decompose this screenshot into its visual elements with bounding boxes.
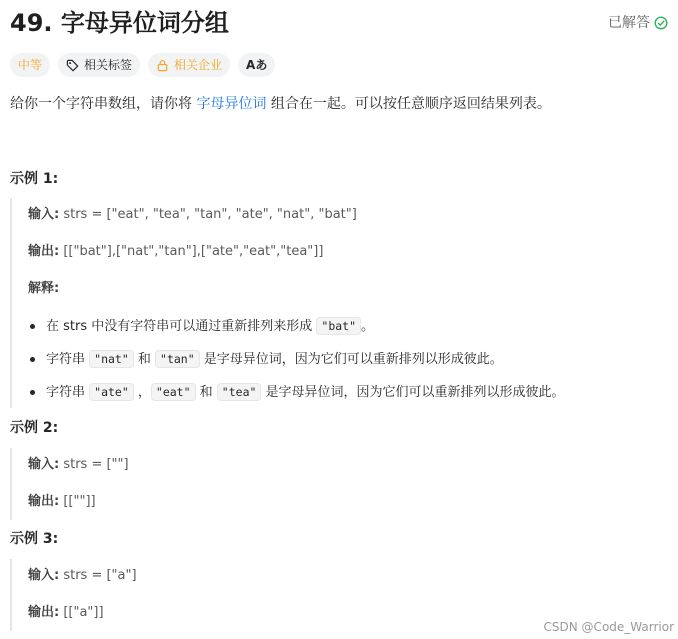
inline-code: "bat" bbox=[316, 317, 361, 335]
explanation-bullet-2 bbox=[28, 349, 503, 370]
explanation-label: 解释: bbox=[28, 281, 60, 296]
bullet-text: 字符串 bbox=[46, 352, 90, 367]
related-tags-label: 相关标签 bbox=[84, 58, 133, 72]
input-label: 输入: bbox=[28, 457, 60, 472]
input-value: strs = [""] bbox=[59, 457, 129, 472]
problem-description bbox=[10, 94, 668, 114]
output-label: 输出: bbox=[28, 494, 60, 509]
bullet-text: 和 bbox=[195, 385, 217, 400]
example-2-title: 示例 2: bbox=[10, 420, 59, 436]
solved-status bbox=[608, 13, 668, 33]
csdn-watermark: CSDN @Code_Warrior bbox=[543, 620, 674, 634]
inline-code: "nat" bbox=[89, 350, 134, 368]
description-text-before: 给你一个字符串数组，请你将 bbox=[10, 96, 197, 112]
difficulty-label: 中等 bbox=[18, 58, 43, 72]
description-text-after: 组合在一起。可以按任意顺序返回结果列表。 bbox=[266, 96, 551, 112]
example-1-block bbox=[10, 198, 565, 408]
bullet-text: 字符串 bbox=[46, 385, 90, 400]
bullet-text: 和 bbox=[133, 352, 156, 367]
example-2-input bbox=[28, 455, 129, 475]
output-value: [["bat"],["nat","tan"],["ate","eat","tea"]] bbox=[59, 244, 324, 259]
example-1-explanation-label bbox=[28, 279, 59, 299]
bullet-text: 是字母异位词，因为它们可以重新排列以形成彼此。 bbox=[199, 352, 503, 367]
input-value: strs = ["a"] bbox=[59, 568, 137, 583]
bullet-text: ， bbox=[133, 385, 151, 400]
output-value: [["a"]] bbox=[59, 605, 104, 620]
example-2-block bbox=[10, 448, 530, 520]
input-value: strs = ["eat", "tea", "tan", "ate", "nat", "bat"] bbox=[59, 207, 357, 222]
tag-row bbox=[10, 53, 275, 77]
anagram-link[interactable]: 字母异位词 bbox=[196, 96, 267, 112]
translate-button[interactable] bbox=[238, 53, 275, 77]
check-circle-icon bbox=[654, 16, 668, 30]
bullet-text: 在 strs 中没有字符串可以通过重新排列来形成 bbox=[46, 319, 317, 334]
problem-header bbox=[10, 6, 668, 42]
inline-code: "ate" bbox=[89, 383, 134, 401]
tag-icon bbox=[66, 59, 79, 72]
input-label: 输入: bbox=[28, 207, 60, 222]
example-3-output bbox=[28, 603, 104, 623]
example-2-output bbox=[28, 492, 96, 512]
bullet-text: 。 bbox=[361, 319, 375, 334]
example-3-block bbox=[10, 559, 530, 631]
related-companies-label: 相关企业 bbox=[174, 58, 223, 72]
lock-icon bbox=[156, 59, 169, 72]
explanation-bullet-3 bbox=[28, 382, 565, 403]
inline-code: "tan" bbox=[155, 350, 200, 368]
input-label: 输入: bbox=[28, 568, 60, 583]
difficulty-badge[interactable] bbox=[10, 53, 50, 77]
example-1-input bbox=[28, 205, 357, 225]
output-label: 输出: bbox=[28, 605, 60, 620]
output-label: 输出: bbox=[28, 244, 60, 259]
example-1-title: 示例 1: bbox=[10, 171, 59, 187]
explanation-bullet-1 bbox=[28, 316, 374, 337]
output-value: [[""]] bbox=[59, 494, 96, 509]
related-companies-button[interactable] bbox=[148, 53, 230, 77]
example-3-input bbox=[28, 566, 137, 586]
example-1-output bbox=[28, 242, 323, 262]
related-tags-button[interactable] bbox=[58, 53, 140, 77]
bullet-text: 是字母异位词，因为它们可以重新排列以形成彼此。 bbox=[261, 385, 565, 400]
solved-label: 已解答 bbox=[608, 15, 650, 31]
problem-title[interactable]: 49. 字母异位词分组 bbox=[10, 9, 229, 37]
translate-icon: Aあ bbox=[246, 58, 268, 72]
inline-code: "tea" bbox=[217, 383, 262, 401]
example-3-title: 示例 3: bbox=[10, 531, 59, 547]
inline-code: "eat" bbox=[151, 383, 196, 401]
